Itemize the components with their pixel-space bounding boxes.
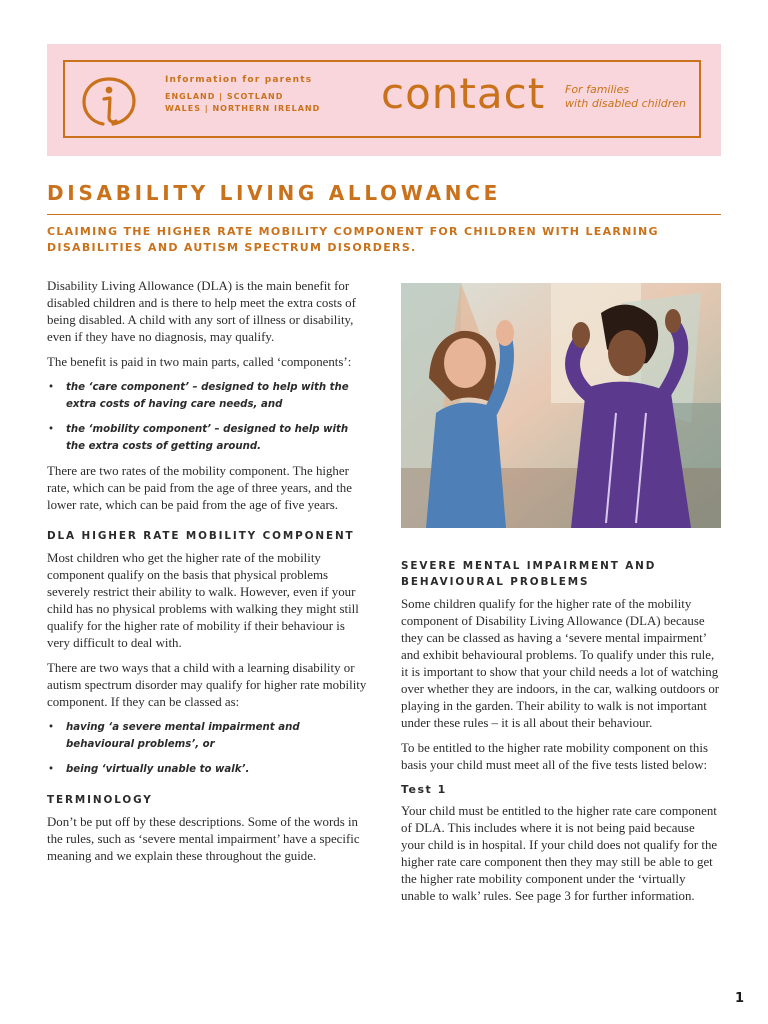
terminology-heading: TERMINOLOGY xyxy=(47,794,153,806)
page-subtitle: CLAIMING THE HIGHER RATE MOBILITY COMPONENT FOR CHILDREN WITH LEARNING DISABILITIES AND AUTISM SPECTRUM DISORDERS. xyxy=(47,225,659,254)
components-list xyxy=(47,379,367,455)
intro-paragraph: Disability Living Allowance (DLA) is the main benefit for disabled children and is there to help meet the extra costs of being disabled. A child with any sort of illness or disability, even if they have no diagnosis, may qualify. xyxy=(47,279,356,344)
test-1-heading: Test 1 xyxy=(401,783,447,796)
header-frame xyxy=(63,60,701,138)
dla-heading: DLA HIGHER RATE MOBILITY COMPONENT xyxy=(47,530,355,542)
info-text-block xyxy=(165,74,320,115)
dla-paragraph-2: There are two ways that a child with a learning disability or autism spectrum disorder may qualify for higher rate mobility component. If they can be classed as: xyxy=(47,661,367,709)
list-item xyxy=(47,421,367,455)
tagline-line-1: For families xyxy=(565,83,630,96)
header-band xyxy=(47,44,721,156)
dla-paragraph-1: Most children who get the higher rate of the mobility component qualify on the basis that physical problems severely restrict their ability to walk. However, even if your child has no physical problems with walking they might still qualify for the higher rate of mobility if their behaviour is very difficult to deal with. xyxy=(47,551,359,650)
smi-paragraph-2: To be entitled to the higher rate mobility component on this basis your child must meet all of the five tests listed below: xyxy=(401,741,708,772)
title-divider xyxy=(47,214,721,215)
smi-heading: SEVERE MENTAL IMPAIRMENT AND BEHAVIOURAL PROBLEMS xyxy=(401,560,657,588)
bullet-icon: • xyxy=(48,424,55,435)
list-item xyxy=(47,761,367,778)
bullet-icon: • xyxy=(48,764,55,775)
info-icon xyxy=(79,73,139,128)
brand-name: contact xyxy=(381,69,546,118)
info-heading: Information for parents xyxy=(165,75,313,85)
children-photo xyxy=(401,283,721,528)
list-item-text: the ‘mobility component’ – designed to help with the extra costs of getting around. xyxy=(66,424,349,452)
list-item-text: having ‘a severe mental impairment and behavioural problems’, or xyxy=(66,722,300,750)
ways-list xyxy=(47,719,367,778)
test-1-paragraph: Your child must be entitled to the higher rate care component of DLA. This includes where it is not being paid because your child is in hospital. If your child does not qualify for the higher rate care component then they may still be able to get the higher rate mobility component under the ‘virtually unable to walk’ rules. See page 3 for further information. xyxy=(401,804,718,903)
terminology-paragraph: Don’t be put off by these descriptions. Some of the words in the rules, such as ‘severe mental impairment’ have a specific meaning and we explain these throughout the guide. xyxy=(47,815,360,863)
regions-line-2: WALES | NORTHERN IRELAND xyxy=(165,104,321,113)
right-column xyxy=(401,558,721,913)
list-item xyxy=(47,379,367,413)
smi-paragraph-1: Some children qualify for the higher rate of the mobility component of Disability Living Allowance (DLA) because they can be classed as having a ‘severe mental impairment’ and exhibit behavioural problems. To qualify under this rule, it is important to show that your child needs a lot of watching over whether they are indoors, in the car, walking outdoors or playing in the garden. Their ability to walk is not important under these rules – it is all about their behaviour. xyxy=(401,597,720,730)
list-item-text: the ‘care component’ – designed to help with the extra costs of having care needs, and xyxy=(66,382,349,410)
components-intro: The benefit is paid in two main parts, called ‘components’: xyxy=(47,355,352,369)
regions-line-1: ENGLAND | SCOTLAND xyxy=(165,92,284,101)
bullet-icon: • xyxy=(48,382,55,393)
left-column xyxy=(47,278,367,873)
page-title: DISABILITY LIVING ALLOWANCE xyxy=(47,181,501,205)
list-item xyxy=(47,719,367,753)
bullet-icon: • xyxy=(48,722,55,733)
smile-icon xyxy=(404,89,434,119)
list-item-text: being ‘virtually unable to walk’. xyxy=(66,764,250,775)
tagline xyxy=(565,83,686,111)
tagline-line-2: with disabled children xyxy=(565,97,687,110)
page-number: 1 xyxy=(734,991,744,1006)
rates-paragraph: There are two rates of the mobility component. The higher rate, which can be paid from the age of three years, and the lower rate, which can be paid from the age of five years. xyxy=(47,464,352,512)
